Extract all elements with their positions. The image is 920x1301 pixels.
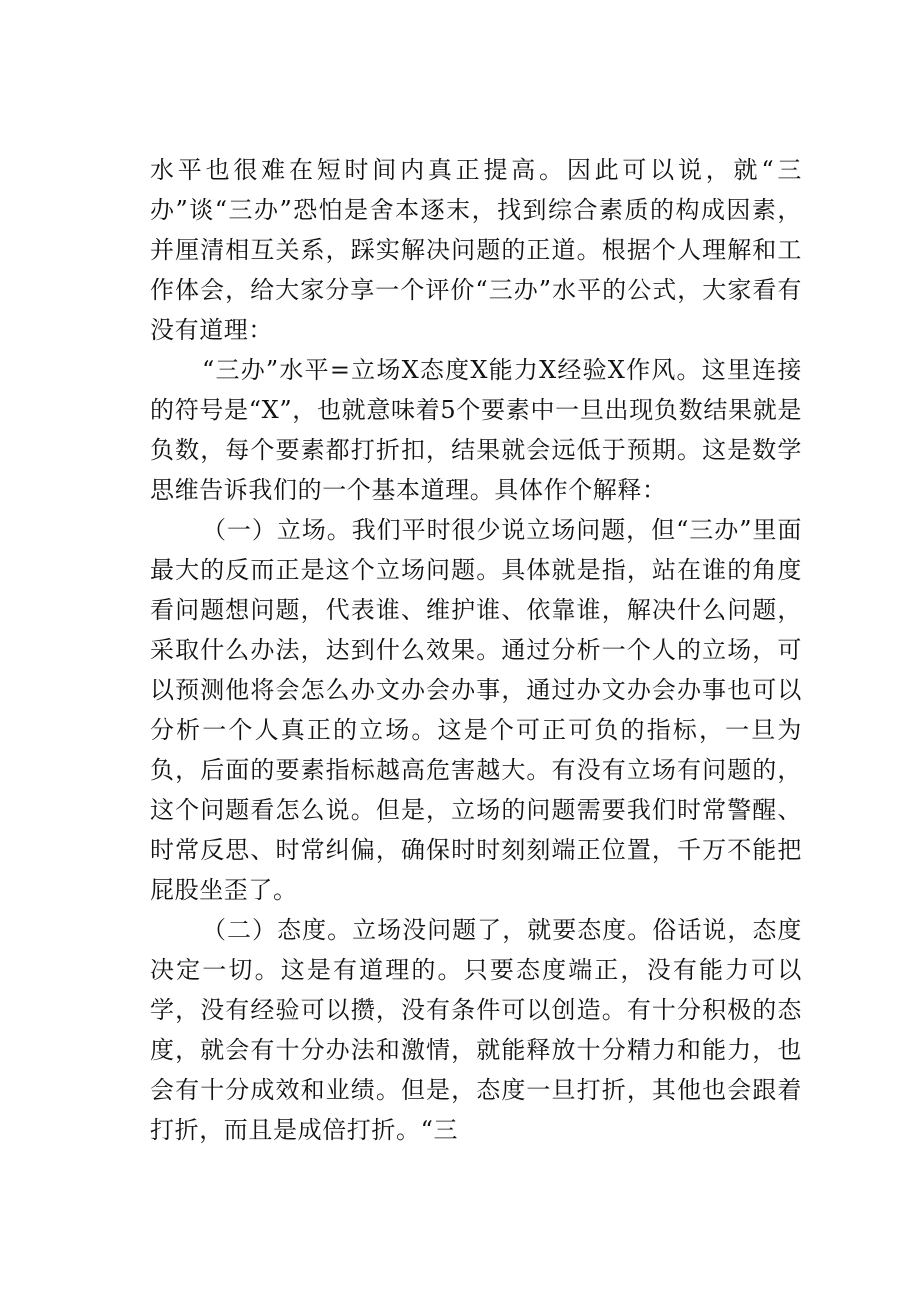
document-body	[150, 150, 802, 1150]
paragraph-formula: “三办”水平=立场X态度X能力X经验X作风。这里连接的符号是“X”，也就意味着5个要素中一旦出现负数结果就是负数，每个要素都打折扣，结果就会远低于预期。这是数学思维告诉我们的一个基本道理。具体作个解释：	[150, 356, 802, 504]
paragraph-stance: （一）立场。我们平时很少说立场问题，但“三办”里面最大的反而正是这个立场问题。具体就是指，站在谁的角度看问题想问题，代表谁、维护谁、依靠谁，解决什么问题，采取什么办法，达到什么效果。通过分析一个人的立场，可以预测他将会怎么办文办会办事，通过办文办会办事也可以分析一个人真正的立场。这是个可正可负的指标，一旦为负，后面的要素指标越高危害越大。有没有立场有问题的，这个问题看怎么说。但是，立场的问题需要我们时常警醒、时常反思、时常纠偏，确保时时刻刻端正位置，千万不能把屁股坐歪了。	[150, 516, 802, 904]
paragraph-continuation: 水平也很难在短时间内真正提高。因此可以说，就“三办”谈“三办”恐怕是舍本逐末，找到综合素质的构成因素，并厘清相互关系，踩实解决问题的正道。根据个人理解和工作体会，给大家分享一个评价“三办”水平的公式，大家看有没有道理：	[150, 156, 802, 344]
paragraph-attitude: （二）态度。立场没问题了，就要态度。俗话说，态度决定一切。这是有道理的。只要态度端正，没有能力可以学，没有经验可以攒，没有条件可以创造。有十分积极的态度，就会有十分办法和激情，就能释放十分精力和能力，也会有十分成效和业绩。但是，态度一旦打折，其他也会跟着打折，而且是成倍打折。“三	[150, 916, 802, 1144]
